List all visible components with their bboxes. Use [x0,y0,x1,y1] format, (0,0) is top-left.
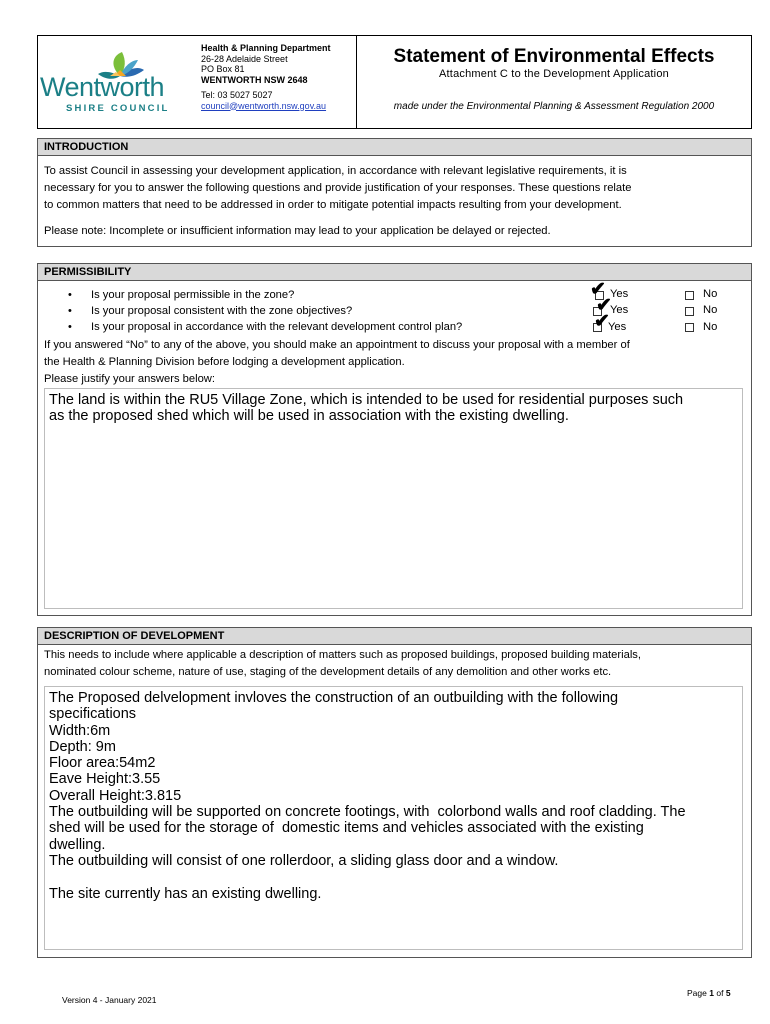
permissibility-heading: PERMISSIBILITY [38,264,751,281]
logo-name: Wentworth [40,72,165,102]
department-name: Health & Planning Department [201,43,331,53]
page-number [687,988,731,998]
department-address [201,43,356,111]
q2-no-checkbox[interactable] [685,307,694,316]
q3-yes-check-icon: ✔ [594,311,610,332]
q2-no-label: No [703,304,718,316]
justify-label: Please justify your answers below: [44,373,215,385]
header-divider [356,35,357,129]
intro-note: Please note: Incomplete or insufficient information may lead to your application be delayed or rejected. [44,225,551,237]
introduction-text [44,163,749,214]
description-text: The Proposed delvelopment invloves the construction of an outbuilding with the following specifications Width:6m Depth: 9m Floor area:54m2 Eave Height:3.55 Overall Height:3.815 The outbuilding will be supported on concrete footings, with colorbond walls and roof cladding. The shed will be used for the storage of domestic items and vehicles associated with the existing dwelling. The outbuilding will consist of one rollerdoor, a sliding glass door and a window. The site currently has an existing dwelling. [49,690,686,902]
logo-tagline: SHIRE COUNCIL [66,103,170,114]
q2-yes-check-icon: ✔ [596,295,612,316]
bullet-icon: • [68,289,72,301]
q1-yes-check-icon: ✔ [590,279,606,300]
council-logo [40,46,198,118]
bullet-icon: • [68,305,72,317]
page-total: 5 [725,988,731,998]
question-3: Is your proposal in accordance with the relevant development control plan? [91,321,463,333]
q3-yes-label: Yes [608,321,627,333]
page-label: Page [687,988,707,998]
description-field[interactable] [44,686,743,950]
email-link[interactable]: council@wentworth.nsw.gov.au [201,100,327,111]
intro-line-2: necessary for you to answer the following questions and provide justification of your responses. These questions relate [44,182,632,194]
advice-line-2: the Health & Planning Division before lodging a development application. [44,356,405,368]
page-current: 1 [709,988,714,998]
phone: Tel: 03 5027 5027 [201,90,273,100]
justification-field[interactable] [44,388,743,609]
description-heading: DESCRIPTION OF DEVELOPMENT [38,628,751,645]
question-2: Is your proposal consistent with the zone objectives? [91,305,353,317]
introduction-section [37,138,752,247]
q2-yes-label: Yes [610,304,629,316]
advice-line-1: If you answered “No” to any of the above, you should make an appointment to discuss your proposal with a member of [44,339,630,351]
page-of: of [716,988,724,998]
address-line-1: 26-28 Adelaide Street [201,53,288,64]
no-answer-advice [44,337,749,388]
description-instructions [44,647,749,681]
bullet-icon: • [68,321,72,333]
version-label: Version 4 - January 2021 [62,995,157,1005]
introduction-heading: INTRODUCTION [38,139,751,156]
q1-no-label: No [703,288,718,300]
q1-no-checkbox[interactable] [685,291,694,300]
question-1: Is your proposal permissible in the zone? [91,289,295,301]
intro-line-3: to common matters that need to be addressed in order to mitigate potential impacts resulting from your development. [44,199,622,211]
address-line-3: WENTWORTH NSW 2648 [201,74,308,85]
q3-no-label: No [703,321,718,333]
document-subtitle: Attachment C to the Development Application [439,68,669,80]
intro-line-1: To assist Council in assessing your development application, in accordance with relevant legislative requirements, it is [44,165,627,177]
description-section [37,627,752,958]
q1-yes-label: Yes [610,288,629,300]
description-line-1: This needs to include where applicable a description of matters such as proposed buildings, proposed building materials, [44,649,642,661]
address-line-2: PO Box 81 [201,64,245,74]
permissibility-section [37,263,752,616]
justification-text: The land is within the RU5 Village Zone, which is intended to be used for residential purposes such as the proposed shed which will be used in association with the existing dwelling. [49,392,684,425]
regulation-note: made under the Environmental Planning & Assessment Regulation 2000 [393,101,715,112]
description-line-2: nominated colour scheme, nature of use, staging of the development details of any demolition and other works etc. [44,666,612,678]
document-title: Statement of Environmental Effects [393,46,715,67]
q3-no-checkbox[interactable] [685,323,694,332]
